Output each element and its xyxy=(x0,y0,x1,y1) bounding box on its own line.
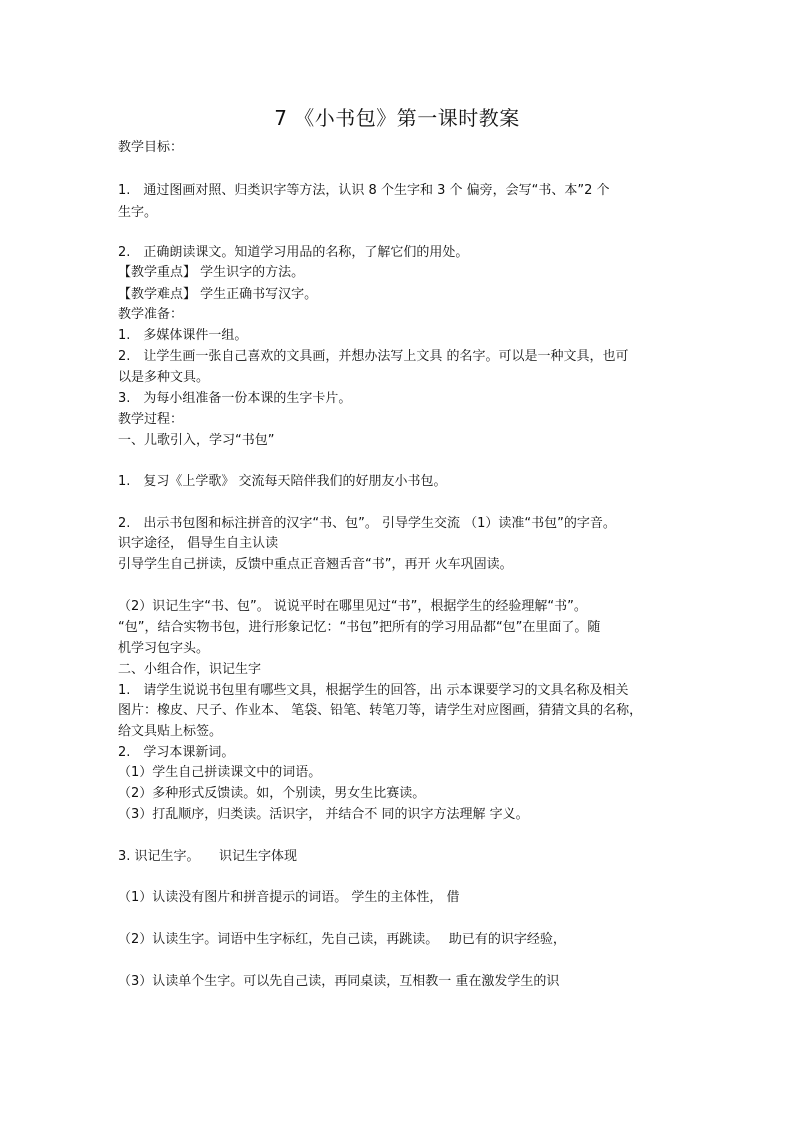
text-line: 给文具贴上标签。 xyxy=(118,724,223,739)
text-line: 2. 正确朗读课文。知道学习用品的名称，了解它们的用处。 xyxy=(118,245,469,260)
text-line: 【教学难点】 学生正确书写汉字。 xyxy=(118,287,318,302)
text-line: 3. 识记生字。 识记生字体现 xyxy=(118,849,298,864)
document-title: 7 《小书包》第一课时教案 xyxy=(274,106,520,130)
text-line: （3）打乱顺序，归类读。活识字， 并结合不 同的识字方法理解 字义。 xyxy=(118,807,529,822)
text-line: 教学准备： xyxy=(118,307,184,322)
text-line: （2）认读生字。词语中生字标红，先自己读，再跳读。 助已有的识字经验， xyxy=(118,932,566,947)
text-line: 3. 为每小组准备一份本课的生字卡片。 xyxy=(118,391,352,406)
text-line: 2. 让学生画一张自己喜欢的文具画，并想办法写上文具 的名字。可以是一种文具，也可 xyxy=(118,349,629,364)
text-line: 教学过程： xyxy=(118,412,184,427)
text-line: 1. 多媒体课件一组。 xyxy=(118,328,248,343)
text-line: 二、小组合作，识记生字 xyxy=(118,662,262,677)
text-line: 【教学重点】 学生识字的方法。 xyxy=(118,265,305,280)
text-line: 引导学生自己拼读，反馈中重点正音翘舌音“书”，再开 火车巩固读。 xyxy=(118,557,513,572)
text-line: （3）认读单个生字。可以先自己读，再同桌读，互相教一 重在激发学生的识 xyxy=(118,974,560,989)
text-line: 识字途径， 倡导生自主认读 xyxy=(118,536,279,551)
text-line: （2）识记生字“书、包”。 说说平时在哪里见过“书”，根据学生的经验理解“书”。 xyxy=(118,599,587,614)
text-line: “包”，结合实物书包，进行形象记忆：“书包”把所有的学习用品都“包”在里面了。随 xyxy=(118,620,601,635)
text-line: 1. 通过图画对照、归类识字等方法，认识 8 个生字和 3 个 偏旁，会写“书、本”2 个 xyxy=(118,183,610,198)
text-line: （1）认读没有图片和拼音提示的词语。 学生的主体性， 借 xyxy=(118,890,460,905)
text-line: 教学目标： xyxy=(118,140,184,155)
text-line: 以是多种文具。 xyxy=(118,370,210,385)
text-line: 1. 复习《上学歌》 交流每天陪伴我们的好朋友小书包。 xyxy=(118,474,447,489)
text-line: 图片：橡皮、尺子、作业本、 笔袋、铅笔、转笔刀等，请学生对应图画，猜猜文具的名称， xyxy=(118,703,643,718)
text-line: 机学习包字头。 xyxy=(118,641,210,656)
text-line: （2）多种形式反馈读。如，个别读，男女生比赛读。 xyxy=(118,786,426,801)
text-line: 生字。 xyxy=(118,205,158,220)
text-line: 2. 学习本课新词。 xyxy=(118,745,235,760)
text-line: （1）学生自己拼读课文中的词语。 xyxy=(118,765,322,780)
text-line: 一、儿歌引入，学习“书包” xyxy=(118,433,275,448)
text-line: 1. 请学生说说书包里有哪些文具，根据学生的回答，出 示本课要学习的文具名称及相关 xyxy=(118,683,629,698)
text-line: 2. 出示书包图和标注拼音的汉字“书、包”。 引导学生交流 （1）读准“书包”的字音。 xyxy=(118,516,616,531)
